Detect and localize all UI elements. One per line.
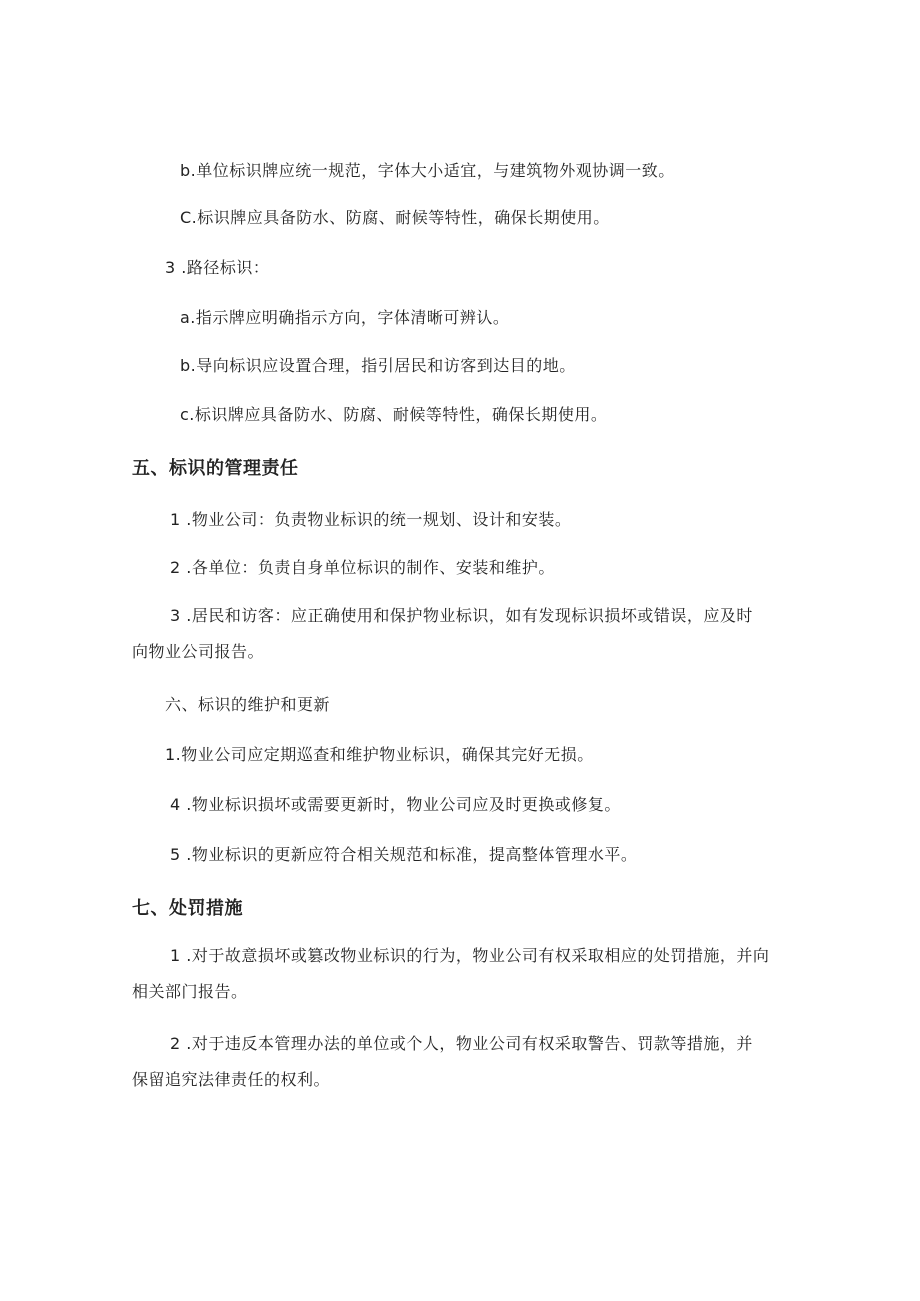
- list-item-5: 5 .物业标识的更新应符合相关规范和标准，提高整体管理水平。: [170, 845, 638, 864]
- paragraph-item-2: [132, 1026, 753, 1098]
- paragraph-line: 1 .对于故意损坏或篡改物业标识的行为，物业公司有权采取相应的处罚措施，并向: [170, 946, 770, 965]
- paragraph-line: 3 .居民和访客：应正确使用和保护物业标识，如有发现标识损坏或错误，应及时: [170, 606, 753, 625]
- list-item-c: c.标识牌应具备防水、防腐、耐候等特性，确保长期使用。: [180, 405, 608, 424]
- paragraph-line: 相关部门报告。: [132, 982, 248, 1001]
- section-heading-penalties: 七、处罚措施: [132, 898, 243, 919]
- paragraph-line: 向物业公司报告。: [132, 642, 265, 661]
- paragraph-line: 保留追究法律责任的权利。: [132, 1070, 331, 1089]
- section-heading-maintenance: 六、标识的维护和更新: [165, 695, 331, 714]
- list-item-4: 4 .物业标识损坏或需要更新时，物业公司应及时更换或修复。: [170, 795, 621, 814]
- list-item-c: C.标识牌应具备防水、防腐、耐候等特性，确保长期使用。: [180, 208, 610, 227]
- list-item-1: 1.物业公司应定期巡查和维护物业标识，确保其完好无损。: [165, 745, 594, 764]
- list-item-2: 2 .各单位：负责自身单位标识的制作、安装和维护。: [170, 558, 555, 577]
- paragraph-line: 2 .对于违反本管理办法的单位或个人，物业公司有权采取警告、罚款等措施，并: [170, 1034, 753, 1053]
- list-item-b: b.单位标识牌应统一规范，字体大小适宜，与建筑物外观协调一致。: [180, 161, 675, 180]
- paragraph-item-1: [132, 938, 769, 1010]
- subsection-path-signs: 3 .路径标识：: [165, 258, 270, 277]
- list-item-b: b.导向标识应设置合理，指引居民和访客到达目的地。: [180, 356, 576, 375]
- list-item-1: 1 .物业公司：负责物业标识的统一规划、设计和安装。: [170, 510, 572, 529]
- section-heading-management: 五、标识的管理责任: [132, 458, 299, 479]
- paragraph-item-3: [132, 598, 753, 670]
- list-item-a: a.指示牌应明确指示方向，字体清晰可辨认。: [180, 308, 510, 327]
